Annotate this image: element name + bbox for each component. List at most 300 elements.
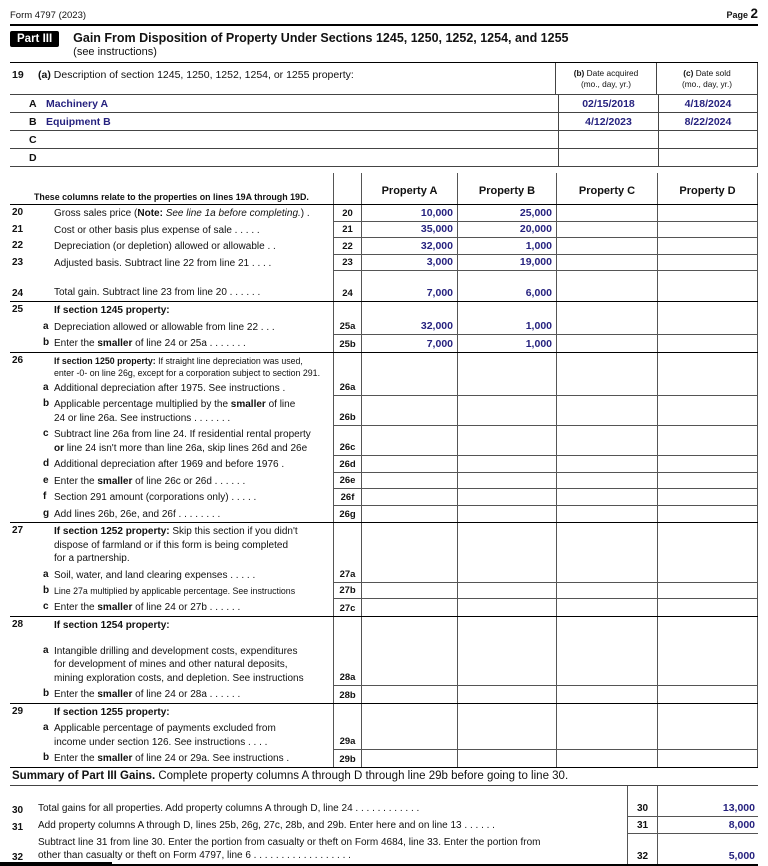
form-line-23 <box>10 255 758 272</box>
numbox-26 <box>333 353 362 380</box>
cell-26f-b[interactable] <box>458 489 557 506</box>
line-26a-label-cell <box>10 380 333 397</box>
cell-29-d[interactable] <box>658 704 758 721</box>
cell-26-a[interactable] <box>362 353 458 380</box>
property-row-C <box>10 131 758 149</box>
label-line: Soil, water, and land clearing expenses . . . . . <box>54 569 256 581</box>
cell-21-c[interactable] <box>557 222 658 239</box>
cell-25b-a[interactable]: 7,000 <box>362 335 458 352</box>
line-26d-label-cell <box>10 456 333 473</box>
form-line-28b <box>10 686 758 704</box>
line-26f-label <box>54 491 329 505</box>
label-line: If section 1254 property: <box>54 619 170 631</box>
form-line-26d <box>10 456 758 473</box>
label-line: 24 or line 26a. See instructions . . . . . . . <box>54 412 231 424</box>
cell-26e-d[interactable] <box>658 473 758 490</box>
line-letter <box>36 240 54 254</box>
cell-25a-b[interactable]: 1,000 <box>458 319 557 336</box>
line-letter: b <box>43 337 50 348</box>
label-line: Depreciation allowed or allowable from line 22 . . . <box>54 321 275 333</box>
line-number <box>12 337 36 351</box>
cell-20-d[interactable] <box>658 205 758 222</box>
form-line-26b <box>10 396 758 426</box>
cell-26f-d[interactable] <box>658 489 758 506</box>
label-line: Depreciation (or depletion) allowed or allowable . . <box>54 241 276 252</box>
label-line: Enter the smaller of line 24 or 29a. See instructions . <box>54 753 290 764</box>
cell-26f-a[interactable] <box>362 489 458 506</box>
line-29a-label-cell <box>10 720 333 750</box>
summary-heading-bold: Summary of Part III Gains. <box>12 769 156 782</box>
col-c-sub: (mo., day, yr.) <box>681 78 733 89</box>
line-number: 22 <box>12 240 24 251</box>
cell-26e-c[interactable] <box>557 473 658 490</box>
summary-32-value[interactable]: 5,000 <box>728 849 755 862</box>
line-27c-label-cell <box>10 599 333 616</box>
line-letter: b <box>43 398 50 409</box>
label-line: If section 1252 property: Skip this section if you didn't <box>54 526 298 537</box>
cell-29b-c[interactable] <box>557 750 658 767</box>
cell-27b-a[interactable] <box>362 583 458 599</box>
col-c-tag: (c) <box>683 68 694 78</box>
line-letter: g <box>43 507 50 519</box>
line-letter: a <box>43 722 49 733</box>
cell-28b-b[interactable] <box>458 686 557 703</box>
cell-28-a[interactable] <box>362 617 458 643</box>
form-line-27 <box>10 523 758 567</box>
line-21-label <box>54 224 329 238</box>
form-line-20 <box>10 205 758 222</box>
label-line: Total gain. Subtract line 23 from line 20 . . . . . . <box>54 286 261 298</box>
label-line: Applicable percentage of payments excluded from <box>54 723 276 734</box>
cell-22-a[interactable]: 32,000 <box>362 238 458 255</box>
cell-25a-c[interactable] <box>557 319 658 336</box>
line-number <box>12 382 36 396</box>
cell-29b-b[interactable] <box>458 750 557 767</box>
cell-26b-d[interactable] <box>658 396 758 426</box>
cell-26g-d[interactable] <box>658 506 758 523</box>
date-acquired-header <box>555 63 656 94</box>
line-26a-label <box>54 382 329 396</box>
line-letter <box>36 257 54 271</box>
cell-26g-c[interactable] <box>557 506 658 523</box>
summary-line-31 <box>10 817 758 834</box>
part3-title: Gain From Disposition of Property Under Sections 1245, 1250, 1252, 1254, and 1255 <box>73 31 569 45</box>
line19-label-cell <box>10 63 555 94</box>
line-letter: b <box>43 752 50 763</box>
line-26g-label <box>54 508 329 522</box>
property-d-date-acquired[interactable] <box>558 149 658 166</box>
line-21-label-cell <box>10 222 333 239</box>
numbox-28b: 28b <box>333 686 362 703</box>
property-rows <box>10 95 758 167</box>
cell-25-b[interactable] <box>458 302 557 319</box>
line-26-label <box>54 355 329 379</box>
property-c-date-sold[interactable] <box>658 131 758 148</box>
cell-27-b[interactable] <box>458 523 557 567</box>
label-line: Additional depreciation after 1975. See instructions . <box>54 382 286 394</box>
cell-27b-c[interactable] <box>557 583 658 599</box>
numbox-26e: 26e <box>333 473 362 490</box>
label-line: Subtract line 31 from line 30. Enter the portion from casualty or theft on Form 4684, line 33. Enter the portion from <box>38 836 541 848</box>
property-a-description[interactable]: Machinery A <box>46 97 109 110</box>
cell-27a-d[interactable] <box>658 567 758 584</box>
summary-31-label-cell <box>10 817 627 834</box>
cell-29-c[interactable] <box>557 704 658 721</box>
cell-26a-c[interactable] <box>557 380 658 397</box>
line-26e-label <box>54 475 329 489</box>
cell-29-a[interactable] <box>362 704 458 721</box>
col-a-tag: (a) <box>38 69 51 81</box>
part3-heading <box>10 26 758 62</box>
label-line: Add property columns A through D, lines 25b, 26g, 27c, 28b, and 29b. Enter here and on line 13 . . . . . . <box>38 820 495 831</box>
line-20-label-cell <box>10 205 333 222</box>
form-line-26c <box>10 426 758 456</box>
numbox-26d: 26d <box>333 456 362 473</box>
line-letter <box>36 525 54 566</box>
numbox-29a: 29a <box>333 720 362 750</box>
cell-26c-a[interactable] <box>362 426 458 456</box>
col-b-sub: (mo., day, yr.) <box>580 78 632 89</box>
form-line-21 <box>10 222 758 239</box>
cell-25b-c[interactable] <box>557 335 658 352</box>
line-letter <box>36 224 54 238</box>
bottom-rule <box>0 862 112 866</box>
line-number <box>12 585 36 598</box>
line-letter <box>36 355 54 379</box>
summary-30-label <box>38 802 621 816</box>
line-number: 26 <box>12 354 24 366</box>
cell-29a-b[interactable] <box>458 720 557 750</box>
summary-30-value[interactable]: 13,000 <box>658 786 758 817</box>
numbox-26f: 26f <box>333 489 362 506</box>
cell-27a-a[interactable] <box>362 567 458 584</box>
label-line: Add lines 26b, 26e, and 26f . . . . . . . . <box>54 508 221 520</box>
cell-27c-b[interactable] <box>458 599 557 616</box>
line-24-label <box>54 286 329 300</box>
line-letter: f <box>43 491 47 502</box>
cell-26g-a[interactable] <box>362 506 458 523</box>
label-line: Enter the smaller of line 24 or 28a . . . . . . <box>54 689 241 700</box>
line-number <box>12 688 36 702</box>
cell-20-b[interactable]: 25,000 <box>458 205 557 222</box>
numbox-29b: 29b <box>333 750 362 767</box>
property-b-header: Property B <box>458 173 557 204</box>
cell-20-a[interactable]: 10,000 <box>362 205 458 222</box>
line-letter <box>36 619 54 642</box>
line-number <box>12 321 36 335</box>
page-number: 2 <box>750 6 758 21</box>
line-29-label-cell <box>10 704 333 721</box>
line-26b-label <box>54 398 329 425</box>
cell-25-c[interactable] <box>557 302 658 319</box>
cell-26b-a[interactable] <box>362 396 458 426</box>
line-number: 32 <box>12 851 24 863</box>
cell-24-a[interactable]: 7,000 <box>362 271 458 301</box>
summary-heading-rest: Complete property columns A through D through line 29b before going to line 30. <box>155 769 569 782</box>
line19-label <box>38 69 354 94</box>
numbox-30: 30 <box>627 786 658 817</box>
cell-25b-b[interactable]: 1,000 <box>458 335 557 352</box>
part3-badge: Part III <box>10 31 59 47</box>
line-letter <box>36 207 54 221</box>
label-line: Enter the smaller of line 26c or 26d . . . . . . <box>54 475 246 487</box>
line-number <box>12 601 36 615</box>
property-c-header: Property C <box>557 173 658 204</box>
line-number <box>12 508 36 522</box>
cell-28-d[interactable] <box>658 617 758 643</box>
line-27-label-cell <box>10 523 333 567</box>
numbox-22: 22 <box>333 238 362 255</box>
line-28a-label <box>54 645 329 686</box>
label-line: Cost or other basis plus expense of sale . . . . . <box>54 224 260 236</box>
cell-27-d[interactable] <box>658 523 758 567</box>
numbox-24: 24 <box>333 271 362 301</box>
form-line-29a <box>10 720 758 750</box>
cell-28a-d[interactable] <box>658 643 758 687</box>
property-a-header: Property A <box>362 173 458 204</box>
form-line-26f <box>10 489 758 506</box>
numbox-21: 21 <box>333 222 362 239</box>
cell-23-d[interactable] <box>658 255 758 272</box>
property-b-date-sold[interactable]: 8/22/2024 <box>658 113 758 130</box>
line-number <box>12 569 36 583</box>
form-line-25b <box>10 335 758 353</box>
cell-26a-b[interactable] <box>458 380 557 397</box>
cell-26d-d[interactable] <box>658 456 758 473</box>
line-number <box>12 752 36 766</box>
cell-28-b[interactable] <box>458 617 557 643</box>
cell-24-b[interactable]: 6,000 <box>458 271 557 301</box>
line-number: 28 <box>12 618 24 630</box>
numbox-25b: 25b <box>333 335 362 352</box>
line-letter <box>36 304 54 318</box>
cell-21-b[interactable]: 20,000 <box>458 222 557 239</box>
cell-23-c[interactable] <box>557 255 658 272</box>
line-number: 21 <box>12 223 24 235</box>
cell-28a-c[interactable] <box>557 643 658 687</box>
cell-26g-b[interactable] <box>458 506 557 523</box>
cell-25-a[interactable] <box>362 302 458 319</box>
line-26d-label <box>54 458 329 472</box>
summary-30-label-cell <box>10 786 627 817</box>
cell-22-b[interactable]: 1,000 <box>458 238 557 255</box>
cell-20-c[interactable] <box>557 205 658 222</box>
label-line: Gross sales price (Note: See line 1a before completing.) . <box>54 208 310 219</box>
property-letter: B <box>29 115 37 128</box>
line-number <box>12 645 36 686</box>
cell-26f-c[interactable] <box>557 489 658 506</box>
cell-26d-b[interactable] <box>458 456 557 473</box>
cell-26-b[interactable] <box>458 353 557 380</box>
line-25-label <box>54 304 329 318</box>
line-letter: a <box>43 381 49 393</box>
label-line: enter -0- on line 26g, except for a corporation subject to section 291. <box>54 367 321 378</box>
form-line-24 <box>10 271 758 302</box>
cell-25a-a[interactable]: 32,000 <box>362 319 458 336</box>
cell-28b-d[interactable] <box>658 686 758 703</box>
date-sold-header <box>656 63 758 94</box>
line-28b-label <box>54 688 329 702</box>
grid-body <box>10 205 758 768</box>
numbox-26a: 26a <box>333 380 362 397</box>
label-line: Intangible drilling and development costs, expenditures <box>54 645 298 657</box>
line-letter: b <box>43 585 50 596</box>
cell-26b-c[interactable] <box>557 396 658 426</box>
property-d-header: Property D <box>658 173 758 204</box>
form-line-29 <box>10 704 758 721</box>
cell-24-c[interactable] <box>557 271 658 301</box>
line-26g-label-cell <box>10 506 333 523</box>
cell-26c-b[interactable] <box>458 426 557 456</box>
summary-31-value[interactable]: 8,000 <box>658 817 758 834</box>
property-a-date-acquired[interactable]: 02/15/2018 <box>558 95 658 112</box>
property-c-date-acquired[interactable] <box>558 131 658 148</box>
cell-29a-c[interactable] <box>557 720 658 750</box>
cell-22-d[interactable] <box>658 238 758 255</box>
cell-26e-b[interactable] <box>458 473 557 490</box>
cell-26a-d[interactable] <box>658 380 758 397</box>
numbox-27c: 27c <box>333 599 362 616</box>
line-number: 25 <box>12 304 24 315</box>
line-number: 23 <box>12 256 24 268</box>
form-id: Form 4797 (2023) <box>10 10 87 21</box>
cell-29-b[interactable] <box>458 704 557 721</box>
property-columns-header <box>10 173 758 205</box>
cell-26b-b[interactable] <box>458 396 557 426</box>
property-row-D <box>10 149 758 167</box>
label-line: income under section 126. See instructions . . . . <box>54 736 268 748</box>
cell-27c-a[interactable] <box>362 599 458 616</box>
line-number: 30 <box>12 804 24 816</box>
cell-29a-d[interactable] <box>658 720 758 750</box>
numbox-23: 23 <box>333 255 362 272</box>
numbox-26c: 26c <box>333 426 362 456</box>
property-b-description[interactable]: Equipment B <box>46 115 111 128</box>
cell-28a-b[interactable] <box>458 643 557 687</box>
cell-27b-b[interactable] <box>458 583 557 599</box>
label-line: Adjusted basis. Subtract line 22 from line 21 . . . . <box>54 257 272 269</box>
form-line-25a <box>10 319 758 336</box>
line-26c-label-cell <box>10 426 333 456</box>
part3-title-block <box>73 31 568 59</box>
summary-body <box>10 786 758 866</box>
cell-27c-d[interactable] <box>658 599 758 616</box>
cell-25b-d[interactable] <box>658 335 758 352</box>
page-ref <box>726 6 758 21</box>
columns-note: These columns relate to the properties on lines 19A through 19D. <box>34 192 309 202</box>
cell-27b-d[interactable] <box>658 583 758 599</box>
form-line-26 <box>10 353 758 380</box>
line-number <box>12 458 36 472</box>
numbox-26b: 26b <box>333 396 362 426</box>
line-number: 27 <box>12 525 24 536</box>
numbox-29 <box>333 704 362 721</box>
cell-27c-c[interactable] <box>557 599 658 616</box>
cell-27a-c[interactable] <box>557 567 658 584</box>
line-25b-label-cell <box>10 335 333 352</box>
cell-28b-c[interactable] <box>557 686 658 703</box>
line-28-label <box>54 619 329 642</box>
cell-26d-a[interactable] <box>362 456 458 473</box>
numbox-25 <box>333 302 362 319</box>
property-a-date-sold[interactable]: 4/18/2024 <box>658 95 758 112</box>
form-line-26a <box>10 380 758 397</box>
cell-26c-c[interactable] <box>557 426 658 456</box>
cell-26e-a[interactable] <box>362 473 458 490</box>
line-letter: a <box>43 320 49 332</box>
cell-24-d[interactable] <box>658 271 758 301</box>
cell-26-c[interactable] <box>557 353 658 380</box>
form-line-27b <box>10 583 758 599</box>
line-number <box>12 491 36 505</box>
cell-26d-c[interactable] <box>557 456 658 473</box>
cell-26-d[interactable] <box>658 353 758 380</box>
cell-26a-a[interactable] <box>362 380 458 397</box>
line-29b-label <box>54 752 329 766</box>
property-letter: D <box>29 151 37 164</box>
cell-21-a[interactable]: 35,000 <box>362 222 458 239</box>
property-d-date-sold[interactable] <box>658 149 758 166</box>
cell-23-a[interactable]: 3,000 <box>362 255 458 272</box>
cell-25-d[interactable] <box>658 302 758 319</box>
form-line-29b <box>10 750 758 768</box>
cell-29b-a[interactable] <box>362 750 458 767</box>
line-number: 24 <box>12 288 24 299</box>
cell-29b-d[interactable] <box>658 750 758 767</box>
line-28a-label-cell <box>10 643 333 687</box>
page-word: Page <box>726 10 748 20</box>
numbox-25a: 25a <box>333 319 362 336</box>
cell-29a-a[interactable] <box>362 720 458 750</box>
cell-27a-b[interactable] <box>458 567 557 584</box>
cell-27-a[interactable] <box>362 523 458 567</box>
summary-heading <box>10 768 758 786</box>
cell-28b-a[interactable] <box>362 686 458 703</box>
line19-number: 19 <box>12 69 24 81</box>
cell-28-c[interactable] <box>557 617 658 643</box>
line-29-label <box>54 706 329 720</box>
form-line-25 <box>10 302 758 319</box>
line-27a-label <box>54 569 329 583</box>
col-a-label: Description of section 1245, 1250, 1252, 1254, or 1255 property: <box>53 69 354 81</box>
line-29b-label-cell <box>10 750 333 767</box>
cell-23-b[interactable]: 19,000 <box>458 255 557 272</box>
cell-27-c[interactable] <box>557 523 658 567</box>
cell-28a-a[interactable] <box>362 643 458 687</box>
label-line: If section 1255 property: <box>54 706 170 718</box>
label-line: mining exploration costs, and depletion. See instructions <box>54 672 304 684</box>
property-b-date-acquired[interactable]: 4/12/2023 <box>558 113 658 130</box>
line-26e-label-cell <box>10 473 333 490</box>
form-line-26g <box>10 506 758 524</box>
numbox-26g: 26g <box>333 506 362 523</box>
cell-22-c[interactable] <box>557 238 658 255</box>
col-c-label: Date sold <box>695 68 731 78</box>
line-24-label-cell <box>10 271 333 301</box>
line-20-label <box>54 207 329 221</box>
line-letter: c <box>43 428 49 439</box>
cell-26c-d[interactable] <box>658 426 758 456</box>
label-line: Line 27a multiplied by applicable percentage. See instructions <box>54 586 296 596</box>
line-27b-label <box>54 585 329 598</box>
line-26f-label-cell <box>10 489 333 506</box>
cell-25a-d[interactable] <box>658 319 758 336</box>
cell-21-d[interactable] <box>658 222 758 239</box>
page-header <box>10 4 758 24</box>
line-28-label-cell <box>10 617 333 643</box>
line-letter: b <box>43 688 50 699</box>
line-28b-label-cell <box>10 686 333 703</box>
